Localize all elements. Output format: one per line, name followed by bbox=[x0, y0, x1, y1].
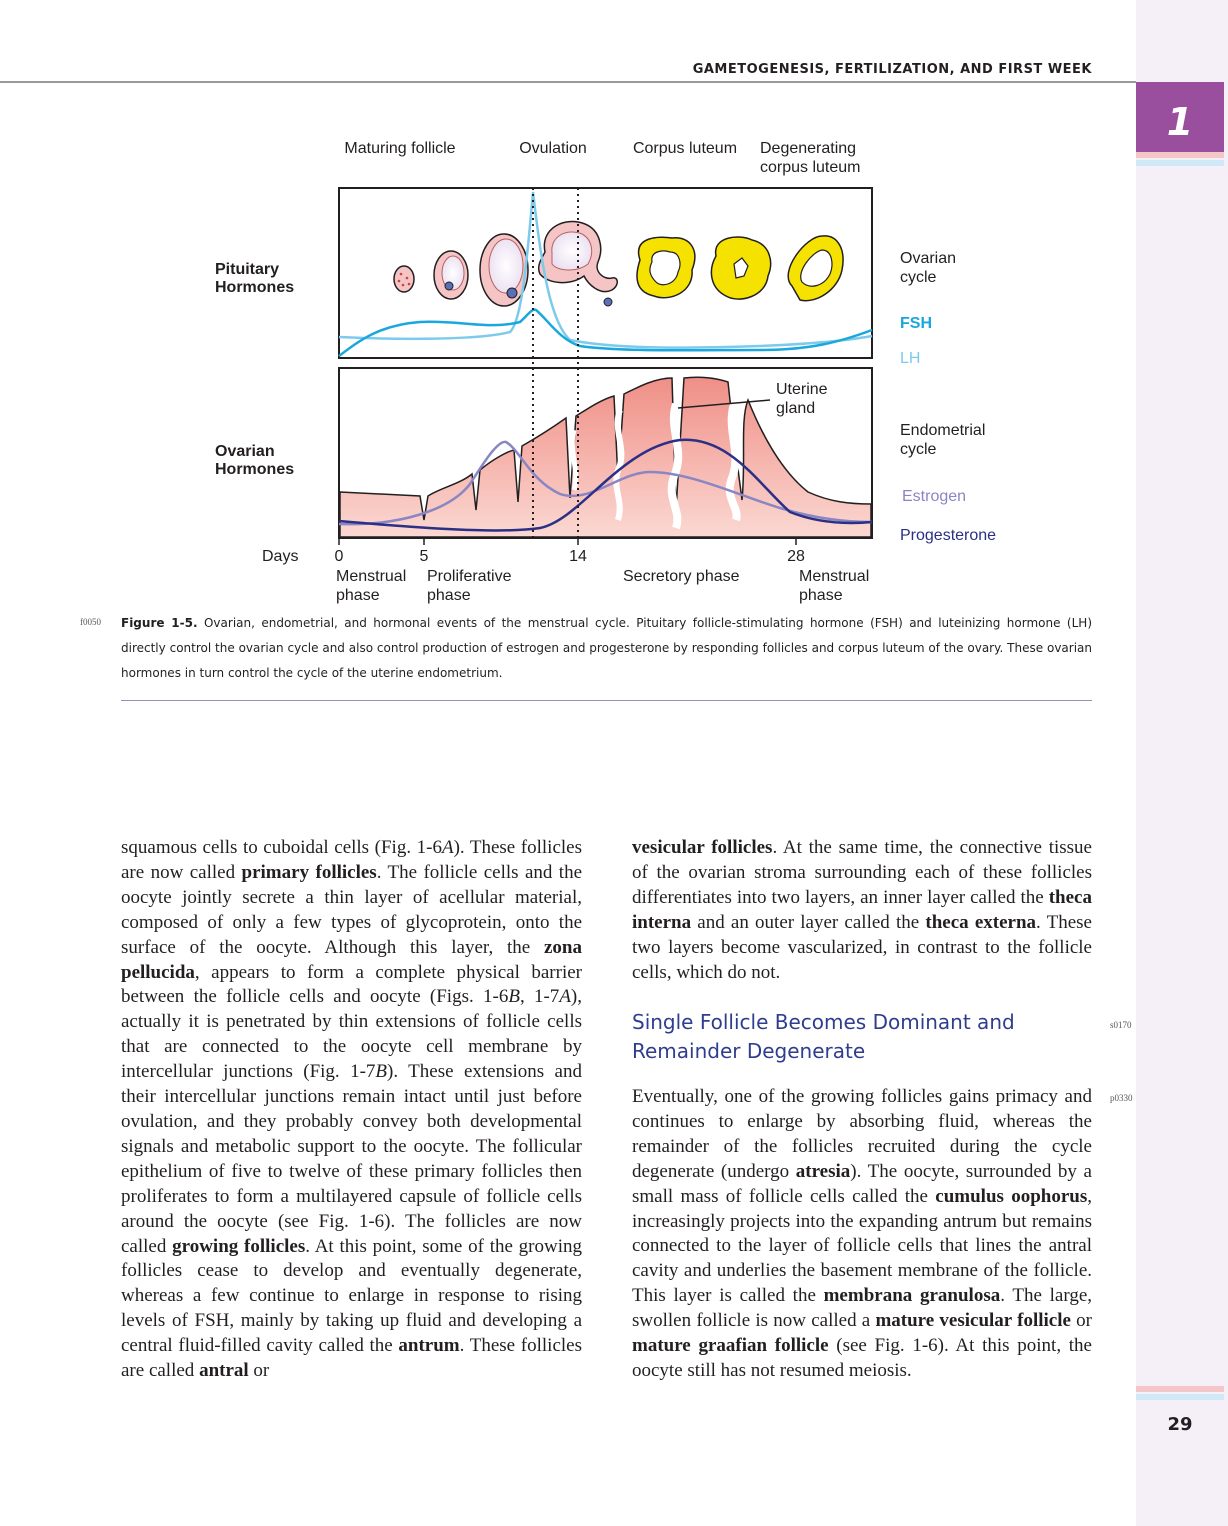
label-ovarian-hormones: Hormones bbox=[215, 461, 295, 478]
legend-fsh: FSH bbox=[900, 315, 932, 332]
label-degenerating-corpus: corpus luteum bbox=[760, 159, 861, 176]
legend-lh: LH bbox=[900, 350, 921, 367]
chapter-tab bbox=[1136, 82, 1224, 152]
phase-menstrual: Menstrual bbox=[336, 568, 407, 585]
menstrual-cycle-figure bbox=[0, 100, 1130, 610]
running-head: GAMETOGENESIS, FERTILIZATION, AND FIRST WEEK bbox=[692, 62, 1092, 77]
label-maturing-follicle: Maturing follicle bbox=[344, 140, 456, 157]
follicle-primary-icon bbox=[434, 251, 468, 299]
label-ovarian: Ovarian bbox=[215, 443, 275, 460]
phase-proliferative-2: phase bbox=[427, 587, 471, 604]
day-tick-14: 14 bbox=[569, 548, 587, 565]
page-number: 29 bbox=[1167, 1414, 1193, 1435]
body-text-right-paragraph-1: vesicular follicles. At the same time, the connective tissue of the ovarian stroma surrounding each of these follicles differentiates into two layers, an inner layer called the theca interna and an outer layer called the theca externa. These two layers become vascularized, in contrast to the follicle cells, which do not. bbox=[632, 837, 1092, 983]
phase-menstrual-2: phase bbox=[336, 587, 380, 604]
label-endometrial-cycle-2: cycle bbox=[900, 441, 937, 458]
label-ovarian-cycle-2: cycle bbox=[900, 269, 937, 286]
label-ovulation: Ovulation bbox=[519, 140, 587, 157]
section-heading: Single Follicle Becomes Dominant and Remainder Degenerate bbox=[632, 1010, 1015, 1063]
body-text-right-paragraph-2: Eventually, one of the growing follicles gains primacy and continues to enlarge by absorbing fluid, whereas the remainder of the follicles recruited during the cycle degenerate (undergo atresia). The oocyte, surrounded by a small mass of follicle cells called the cumulus oophorus, increasingly projects into the expanding antrum but remains connected to the layer of follicle cells that lines the antral cavity and underlies the basement membrane of the follicle. This layer is called the membrana granulosa. The large, swollen follicle is now called a mature vesicular follicle or mature graafian follicle (see Fig. 1-6). At this point, the oocyte still has not resumed meiosis. bbox=[632, 1086, 1093, 1381]
figure-caption bbox=[121, 611, 1092, 686]
follicle-small-icon bbox=[394, 266, 414, 292]
label-uterine: Uterine bbox=[776, 381, 828, 398]
day-tick-28: 28 bbox=[787, 548, 805, 565]
label-endometrial-cycle: Endometrial bbox=[900, 422, 986, 439]
strip-line bbox=[1136, 152, 1224, 158]
label-days: Days bbox=[262, 548, 299, 565]
day-tick-0: 0 bbox=[334, 548, 344, 565]
running-head-rule bbox=[0, 81, 1136, 83]
chapter-number: 1 bbox=[1166, 100, 1194, 144]
phase-menstrual-late: Menstrual bbox=[799, 568, 870, 585]
uterine-gland bbox=[616, 410, 621, 520]
figure-id-tag: f0050 bbox=[80, 617, 101, 627]
legend-progesterone: Progesterone bbox=[900, 527, 997, 544]
label-pituitary-hormones: Hormones bbox=[215, 279, 295, 296]
phase-proliferative: Proliferative bbox=[427, 568, 512, 585]
day-tick-5: 5 bbox=[419, 548, 429, 565]
corpus-luteum-icon bbox=[637, 237, 695, 298]
label-degenerating: Degenerating bbox=[760, 140, 857, 157]
strip-line bbox=[1136, 1394, 1224, 1400]
phase-secretory: Secretory phase bbox=[623, 568, 740, 585]
section-tag: s0170 bbox=[1110, 1020, 1132, 1030]
label-corpus-luteum: Corpus luteum bbox=[632, 140, 738, 157]
side-strip bbox=[1136, 0, 1228, 1526]
body-text-left-column: squamous cells to cuboidal cells (Fig. 1-6A). These follicles are now called primary follicles. The follicle cells and the oocyte jointly secrete a thin layer of acellular material, composed of only a few types of glycoprotein, onto the surface of the oocyte. Although this layer, the zona pellucida, appears to form a complete physical barrier between the follicle cells and oocyte (Figs. 1-6B, 1-7A), actually it is penetrated by thin extensions of follicle cells that are connected to the oocyte cell membrane by intercellular junctions (Fig. 1-7B). These extensions and their intercellular junctions remain intact until just before ovulation, and they probably convey both developmental signals and metabolic support to the oocyte. The follicular epithelium of five to twelve of these primary follicles then proliferates to form a multilayered capsule of follicle cells around the oocyte (see Fig. 1-6). The follicles are now called growing follicles. At this point, some of the growing follicles cease to develop and eventually degenerate, whereas a few continue to enlarge in response to rising levels of FSH, mainly by taking up fluid and developing a central fluid-filled cavity called the antrum. These follicles are called antral or bbox=[121, 837, 583, 1382]
label-ovarian-cycle: Ovarian bbox=[900, 250, 957, 267]
phase-menstrual-late-2: phase bbox=[799, 587, 843, 604]
legend-estrogen: Estrogen bbox=[902, 488, 967, 505]
strip-line bbox=[1136, 1386, 1224, 1392]
label-pituitary: Pituitary bbox=[215, 261, 280, 278]
caption-text: Ovarian, endometrial, and hormonal events of the menstrual cycle. Pituitary follicle-stimulating hormone (FSH) and luteinizing hormone (LH) directly control the ovarian cycle and also control production of estrogen and progesterone by responding follicles and corpus luteum of the ovary. These ovarian hormones in turn control the cycle of the uterine endometrium. bbox=[121, 616, 1093, 680]
caption-rule bbox=[121, 700, 1092, 701]
caption-label: Figure 1-5. bbox=[121, 616, 198, 630]
label-gland: gland bbox=[776, 400, 816, 417]
paragraph-tag: p0330 bbox=[1110, 1093, 1133, 1103]
strip-line bbox=[1136, 160, 1224, 166]
corpus-luteum-mature-icon bbox=[711, 237, 770, 299]
